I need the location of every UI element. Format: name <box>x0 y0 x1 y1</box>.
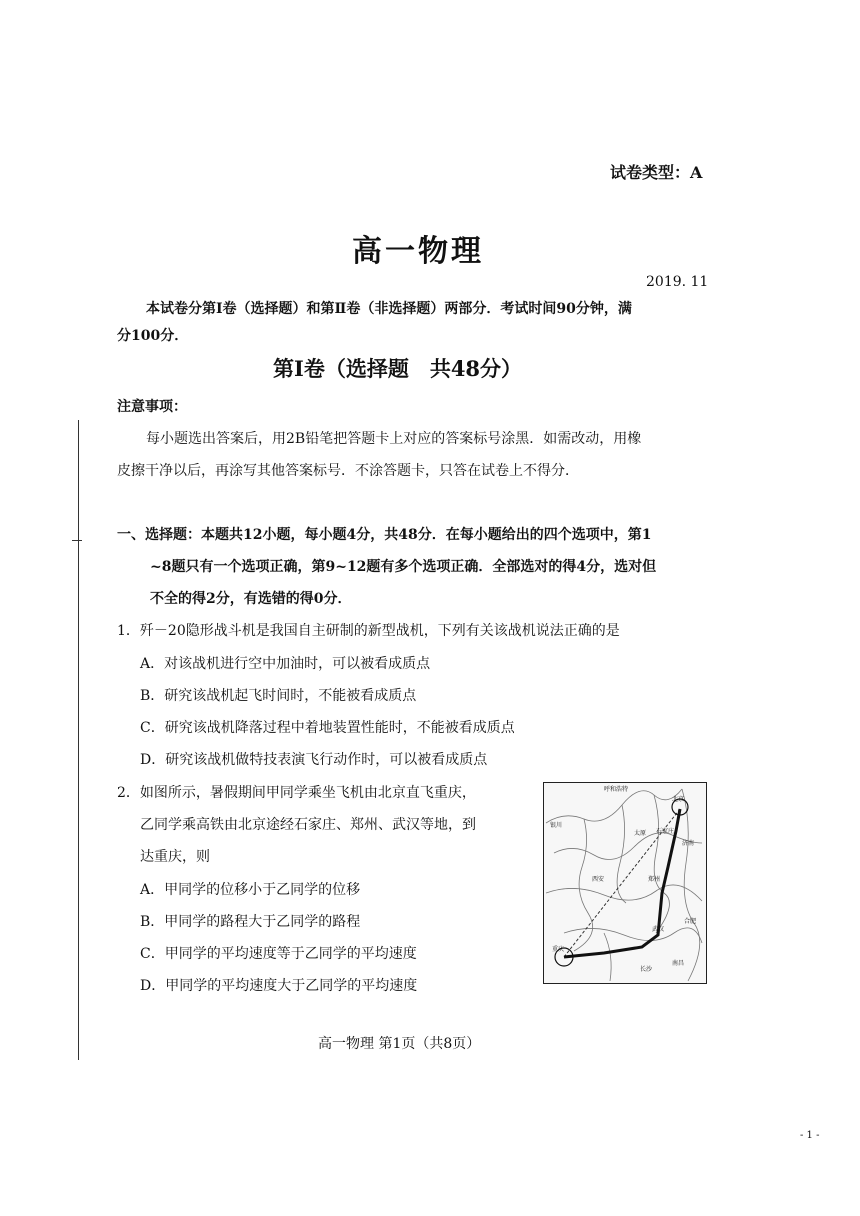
map-city-label: 合肥 <box>684 918 697 925</box>
q2-stem-line-2: 乙同学乘高铁由北京途经石家庄、郑州、武汉等地，到 <box>140 817 476 833</box>
intro-line-2: 分100分． <box>117 328 189 344</box>
map-city-label: 郑州 <box>648 876 661 883</box>
map-city-label: 长沙 <box>640 966 653 973</box>
map-city-label: 太原 <box>634 830 647 837</box>
exam-date: 2019. 11 <box>646 274 709 290</box>
map-city-label: 西安 <box>592 876 605 883</box>
margin-tick <box>72 540 82 541</box>
q2-option-a: A．甲同学的位移小于乙同学的位移 <box>140 882 361 898</box>
route-map <box>543 782 707 984</box>
part1-line-2: ~8题只有一个选项正确，第9~12题有多个选项正确．全部选对的得4分，选对但 <box>150 559 657 575</box>
q2-stem-line-1: 2．如图所示，暑假期间甲同学乘坐飞机由北京直飞重庆， <box>117 785 476 801</box>
q2-option-c: C．甲同学的平均速度等于乙同学的平均速度 <box>140 946 417 962</box>
map-city-label: 南昌 <box>672 960 685 967</box>
q1-option-a: A．对该战机进行空中加油时，可以被看成质点 <box>140 656 431 672</box>
page-number: - 1 - <box>800 1130 820 1141</box>
map-city-label: 北京 <box>672 796 685 803</box>
notice-line-2: 皮擦干净以后，再涂写其他答案标号．不涂答题卡，只答在试卷上不得分． <box>117 463 579 479</box>
binding-margin-line <box>78 420 79 1060</box>
notice-line-1: 每小题选出答案后，用2B铅笔把答题卡上对应的答案标号涂黑．如需改动，用橡 <box>146 431 642 447</box>
map-city-label: 济南 <box>682 840 695 847</box>
q1-stem: 1．歼－20隐形战斗机是我国自主研制的新型战机，下列有关该战机说法正确的是 <box>117 623 620 639</box>
q1-option-c: C．研究该战机降落过程中着地装置性能时，不能被看成质点 <box>140 720 515 736</box>
part1-line-3: 不全的得2分，有选错的得0分． <box>150 591 352 607</box>
section-title: 第Ⅰ卷（选择题 共48分） <box>273 356 523 381</box>
map-city-label: 呼和浩特 <box>604 786 629 793</box>
notice-heading: 注意事项： <box>117 399 187 415</box>
map-city-label: 武汉 <box>652 926 665 933</box>
paper-type: 试卷类型：A <box>610 163 703 182</box>
intro-line-1: 本试卷分第Ⅰ卷（选择题）和第Ⅱ卷（非选择题）两部分．考试时间90分钟，满 <box>146 301 632 317</box>
q2-option-b: B．甲同学的路程大于乙同学的路程 <box>140 914 361 930</box>
q1-option-b: B．研究该战机起飞时间时，不能被看成质点 <box>140 688 417 704</box>
route-map-figure <box>544 783 706 983</box>
q2-option-d: D．甲同学的平均速度大于乙同学的平均速度 <box>140 978 418 994</box>
map-city-label: 重庆 <box>552 946 565 953</box>
map-city-label: 银川 <box>550 822 563 829</box>
q2-stem-line-3: 达重庆，则 <box>140 849 210 865</box>
q1-option-d: D．研究该战机做特技表演飞行动作时，可以被看成质点 <box>140 752 488 768</box>
page-footer-label: 高一物理 第1页（共8页） <box>318 1036 481 1052</box>
map-city-label: 石家庄 <box>656 828 675 835</box>
part1-line-1: 一、选择题：本题共12小题，每小题4分，共48分．在每小题给出的四个选项中，第1 <box>117 527 652 543</box>
page-title: 高一物理 <box>352 234 484 269</box>
